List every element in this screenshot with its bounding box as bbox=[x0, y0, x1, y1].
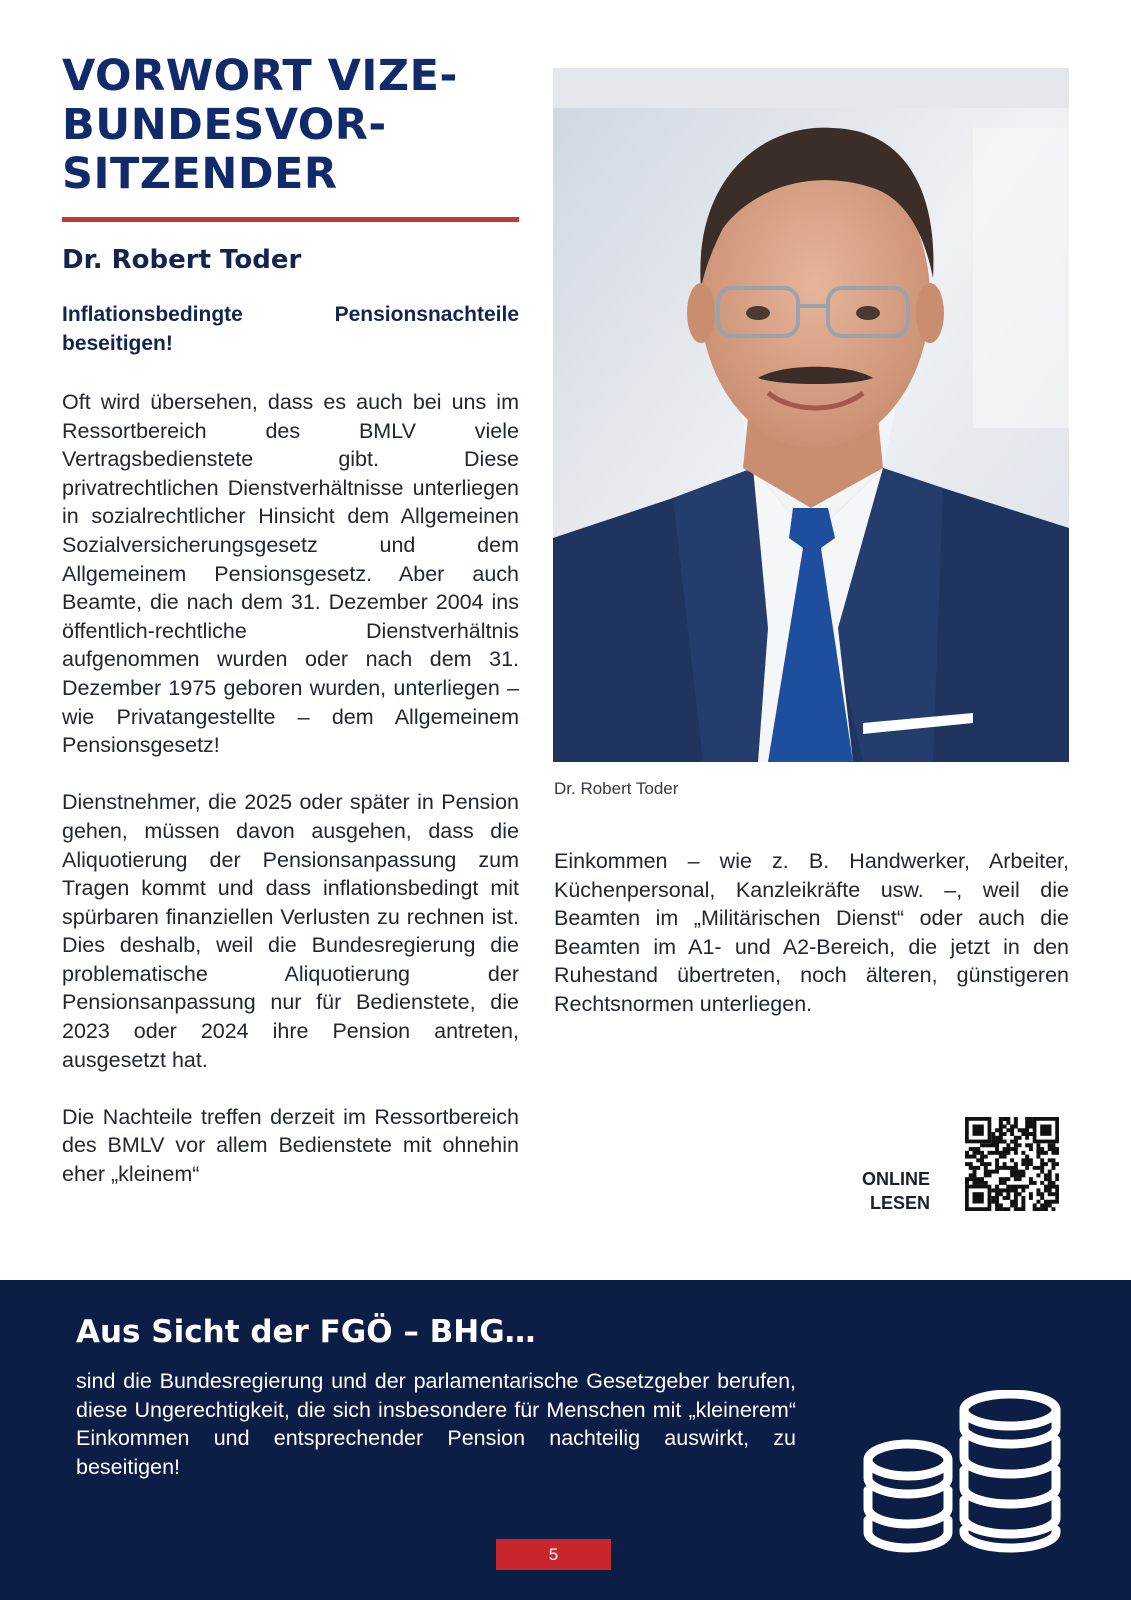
banner-text: sind die Bundesregierung und der parlamentarische Gesetzgeber berufen, diese Ungerechtigkeit, die sich insbesondere für Menschen mit „kleinerem“ Einkommen und entsprechender Pension nachteilig auswirkt, zu beseitigen! bbox=[76, 1369, 796, 1479]
photo-caption: Dr. Robert Toder bbox=[554, 779, 679, 798]
paragraph-2: Dienstnehmer, die 2025 oder später in Pension gehen, müssen davon ausgehen, dass die Aliquotierung der Pensionsanpassung zum Tragen kommt und dass inflationsbedingt mit spürbaren finanziellen Verlusten zu rechnen ist. Dies deshalb, weil die Bundesregierung die problematische Aliquotierung der Pensionsanpassung nur für Bedienstete, die 2023 oder 2024 ihre Pension antreten, ausgesetzt hat. bbox=[62, 790, 519, 1072]
paragraph-1: Oft wird übersehen, dass es auch bei uns im Ressortbereich des BMLV viele Vertragsbedienstete gibt. Diese privatrechtlichen Dienstverhältnisse unterliegen in sozialrechtlicher Hinsicht dem Allgemeinen Sozialversicherungsgesetz und dem Allgemeinem Pensionsgesetz. Aber auch Beamte, die nach dem 31. Dezember 2004 ins öffentlich-rechtliche Dienstverhältnis aufgenommen wurden oder nach dem 31. Dezember 1975 geboren wurden, unterliegen – wie Privatangestellte – dem Allgemeinem Pensionsgesetz! bbox=[62, 390, 519, 758]
paragraph-3: Die Nachteile treffen derzeit im Ressortbereich des BMLV vor allem Bedienstete mit ohnehin eher „kleinem“ bbox=[62, 1104, 519, 1187]
article-subhead: Inflationsbedingte Pensionsnachteile beseitigen! bbox=[62, 303, 519, 355]
title-line-3: SITZENDER bbox=[62, 149, 338, 199]
page-number: 5 bbox=[496, 1539, 611, 1570]
article-body bbox=[62, 388, 519, 1189]
banner-title: Aus Sicht der FGÖ – BHG… bbox=[76, 1314, 536, 1350]
online-label-line1: ONLINE bbox=[861, 1169, 930, 1189]
title-line-1: VORWORT VIZE- bbox=[62, 51, 458, 101]
title-divider bbox=[62, 217, 519, 222]
page-title bbox=[62, 52, 532, 199]
author-name: Dr. Robert Toder bbox=[62, 245, 302, 275]
title-line-2: BUNDESVOR- bbox=[62, 100, 387, 150]
coins-icon bbox=[860, 1390, 1066, 1554]
portrait-photo bbox=[553, 68, 1069, 762]
qr-code[interactable] bbox=[965, 1117, 1059, 1211]
article-continuation: Einkommen – wie z. B. Handwerker, Arbeiter, Küchenpersonal, Kanzleikräfte usw. –, weil die Beamten im „Militärischen Dienst“ oder auch die Beamten im A1- und A2-Bereich, die jetzt in den Ruhestand übertreten, noch älteren, günstigeren Rechtsnormen unterliegen. bbox=[554, 849, 1069, 1016]
online-read-label bbox=[820, 1167, 930, 1215]
online-label-line2: LESEN bbox=[869, 1193, 930, 1213]
